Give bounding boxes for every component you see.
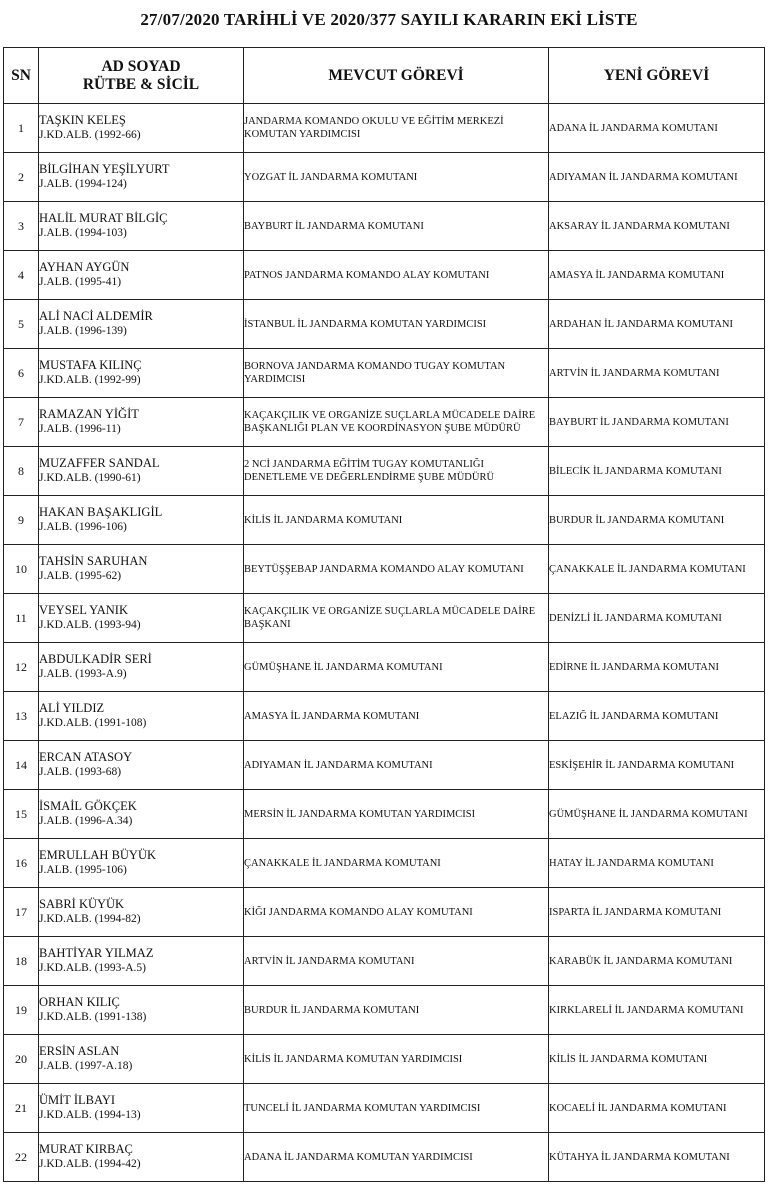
cell-current-duty: BURDUR İL JANDARMA KOMUTANI bbox=[244, 986, 549, 1035]
cell-new-duty: ADANA İL JANDARMA KOMUTANI bbox=[549, 104, 765, 153]
cell-current-duty: BEYTÜŞŞEBAP JANDARMA KOMANDO ALAY KOMUTANI bbox=[244, 545, 549, 594]
rank-registry: J.KD.ALB. (1994-82) bbox=[39, 913, 141, 925]
rank-registry: J.ALB. (1996-139) bbox=[39, 325, 127, 337]
cell-sn: 19 bbox=[4, 986, 39, 1035]
cell-name-rank bbox=[39, 839, 244, 888]
table-row bbox=[4, 741, 765, 790]
person-name: BİLGİHAN YEŞİLYURT bbox=[39, 162, 170, 176]
table-row bbox=[4, 398, 765, 447]
table-row bbox=[4, 545, 765, 594]
cell-name-rank bbox=[39, 104, 244, 153]
cell-name-rank bbox=[39, 398, 244, 447]
cell-name-rank bbox=[39, 447, 244, 496]
person-name: EMRULLAH BÜYÜK bbox=[39, 848, 157, 862]
person-name: TAHSİN SARUHAN bbox=[39, 554, 148, 568]
cell-name-rank bbox=[39, 496, 244, 545]
person-name: İSMAİL GÖKÇEK bbox=[39, 799, 137, 813]
rank-registry: J.ALB. (1993-68) bbox=[39, 766, 122, 778]
cell-new-duty: ÇANAKKALE İL JANDARMA KOMUTANI bbox=[549, 545, 765, 594]
cell-sn: 11 bbox=[4, 594, 39, 643]
cell-sn: 12 bbox=[4, 643, 39, 692]
table-row bbox=[4, 349, 765, 398]
cell-current-duty: JANDARMA KOMANDO OKULU VE EĞİTİM MERKEZİ KOMUTAN YARDIMCISI bbox=[244, 104, 549, 153]
cell-current-duty: KAÇAKÇILIK VE ORGANİZE SUÇLARLA MÜCADELE DAİRE BAŞKANLIĞI PLAN VE KOORDİNASYON ŞUBE MÜDÜRÜ bbox=[244, 398, 549, 447]
cell-sn: 14 bbox=[4, 741, 39, 790]
header-name bbox=[39, 48, 244, 104]
table-row bbox=[4, 104, 765, 153]
cell-new-duty: DENİZLİ İL JANDARMA KOMUTANI bbox=[549, 594, 765, 643]
table-row bbox=[4, 594, 765, 643]
cell-current-duty: KAÇAKÇILIK VE ORGANİZE SUÇLARLA MÜCADELE DAİRE BAŞKANI bbox=[244, 594, 549, 643]
rank-registry: J.KD.ALB. (1991-138) bbox=[39, 1011, 147, 1023]
cell-current-duty: 2 NCİ JANDARMA EĞİTİM TUGAY KOMUTANLIĞI DENETLEME VE DEĞERLENDİRME ŞUBE MÜDÜRÜ bbox=[244, 447, 549, 496]
rank-registry: J.KD.ALB. (1992-66) bbox=[39, 129, 141, 141]
person-name: MURAT KIRBAÇ bbox=[39, 1142, 133, 1156]
table-body bbox=[4, 104, 765, 1182]
cell-sn: 8 bbox=[4, 447, 39, 496]
cell-name-rank bbox=[39, 202, 244, 251]
cell-sn: 4 bbox=[4, 251, 39, 300]
table-row bbox=[4, 496, 765, 545]
rank-registry: J.KD.ALB. (1990-61) bbox=[39, 472, 141, 484]
cell-current-duty: KİLİS İL JANDARMA KOMUTANI bbox=[244, 496, 549, 545]
cell-sn: 13 bbox=[4, 692, 39, 741]
rank-registry: J.ALB. (1996-A.34) bbox=[39, 815, 133, 827]
cell-new-duty: KİLİS İL JANDARMA KOMUTANI bbox=[549, 1035, 765, 1084]
cell-new-duty: KÜTAHYA İL JANDARMA KOMUTANI bbox=[549, 1133, 765, 1182]
document-title: 27/07/2020 TARİHLİ VE 2020/377 SAYILI KARARIN EKİ LİSTE bbox=[140, 10, 638, 29]
rank-registry: J.ALB. (1995-106) bbox=[39, 864, 127, 876]
rank-registry: J.ALB. (1996-106) bbox=[39, 521, 127, 533]
cell-current-duty: KİĞI JANDARMA KOMANDO ALAY KOMUTANI bbox=[244, 888, 549, 937]
cell-sn: 10 bbox=[4, 545, 39, 594]
table-row bbox=[4, 790, 765, 839]
table-row bbox=[4, 1133, 765, 1182]
person-name: MUZAFFER SANDAL bbox=[39, 456, 160, 470]
cell-current-duty: MERSİN İL JANDARMA KOMUTAN YARDIMCISI bbox=[244, 790, 549, 839]
cell-current-duty: PATNOS JANDARMA KOMANDO ALAY KOMUTANI bbox=[244, 251, 549, 300]
header-sn: SN bbox=[4, 48, 39, 104]
rank-registry: J.ALB. (1996-11) bbox=[39, 423, 121, 435]
person-name: VEYSEL YANIK bbox=[39, 603, 128, 617]
cell-name-rank bbox=[39, 153, 244, 202]
person-name: AYHAN AYGÜN bbox=[39, 260, 130, 274]
cell-sn: 20 bbox=[4, 1035, 39, 1084]
cell-current-duty: BORNOVA JANDARMA KOMANDO TUGAY KOMUTAN YARDIMCISI bbox=[244, 349, 549, 398]
table-row bbox=[4, 300, 765, 349]
rank-registry: J.ALB. (1995-41) bbox=[39, 276, 122, 288]
table-row bbox=[4, 692, 765, 741]
cell-current-duty: ADIYAMAN İL JANDARMA KOMUTANI bbox=[244, 741, 549, 790]
rank-registry: J.ALB. (1994-103) bbox=[39, 227, 127, 239]
rank-registry: J.ALB. (1994-124) bbox=[39, 178, 127, 190]
cell-sn: 17 bbox=[4, 888, 39, 937]
cell-name-rank bbox=[39, 300, 244, 349]
table-row bbox=[4, 153, 765, 202]
cell-name-rank bbox=[39, 545, 244, 594]
cell-sn: 1 bbox=[4, 104, 39, 153]
rank-registry: J.KD.ALB. (1994-42) bbox=[39, 1158, 141, 1170]
cell-new-duty: HATAY İL JANDARMA KOMUTANI bbox=[549, 839, 765, 888]
table-row bbox=[4, 202, 765, 251]
person-name: ABDULKADİR SERİ bbox=[39, 652, 152, 666]
table-row bbox=[4, 1035, 765, 1084]
cell-sn: 18 bbox=[4, 937, 39, 986]
person-name: ALİ YILDIZ bbox=[39, 701, 105, 715]
assignment-table bbox=[3, 47, 765, 1182]
cell-current-duty: ARTVİN İL JANDARMA KOMUTANI bbox=[244, 937, 549, 986]
cell-name-rank bbox=[39, 937, 244, 986]
person-name: SABRİ KÜYÜK bbox=[39, 897, 125, 911]
table-row bbox=[4, 251, 765, 300]
person-name: ÜMİT İLBAYI bbox=[39, 1093, 116, 1107]
cell-name-rank bbox=[39, 1035, 244, 1084]
cell-new-duty: ARTVİN İL JANDARMA KOMUTANI bbox=[549, 349, 765, 398]
person-name: MUSTAFA KILINÇ bbox=[39, 358, 142, 372]
cell-sn: 7 bbox=[4, 398, 39, 447]
cell-new-duty: KOCAELİ İL JANDARMA KOMUTANI bbox=[549, 1084, 765, 1133]
table-row bbox=[4, 888, 765, 937]
cell-sn: 21 bbox=[4, 1084, 39, 1133]
rank-registry: J.KD.ALB. (1994-13) bbox=[39, 1109, 141, 1121]
rank-registry: J.KD.ALB. (1993-94) bbox=[39, 619, 141, 631]
cell-current-duty: KİLİS İL JANDARMA KOMUTAN YARDIMCISI bbox=[244, 1035, 549, 1084]
rank-registry: J.KD.ALB. (1993-A.5) bbox=[39, 962, 147, 974]
cell-current-duty: BAYBURT İL JANDARMA KOMUTANI bbox=[244, 202, 549, 251]
person-name: TAŞKIN KELEŞ bbox=[39, 113, 126, 127]
cell-new-duty: ARDAHAN İL JANDARMA KOMUTANI bbox=[549, 300, 765, 349]
table-row bbox=[4, 839, 765, 888]
person-name: ORHAN KILIÇ bbox=[39, 995, 120, 1009]
cell-new-duty: AKSARAY İL JANDARMA KOMUTANI bbox=[549, 202, 765, 251]
cell-new-duty: ADIYAMAN İL JANDARMA KOMUTANI bbox=[549, 153, 765, 202]
rank-registry: J.KD.ALB. (1991-108) bbox=[39, 717, 147, 729]
cell-new-duty: KIRKLARELİ İL JANDARMA KOMUTANI bbox=[549, 986, 765, 1035]
person-name: ALİ NACİ ALDEMİR bbox=[39, 309, 153, 323]
cell-current-duty: AMASYA İL JANDARMA KOMUTANI bbox=[244, 692, 549, 741]
cell-new-duty: ESKİŞEHİR İL JANDARMA KOMUTANI bbox=[549, 741, 765, 790]
cell-name-rank bbox=[39, 692, 244, 741]
cell-sn: 2 bbox=[4, 153, 39, 202]
cell-sn: 22 bbox=[4, 1133, 39, 1182]
cell-name-rank bbox=[39, 594, 244, 643]
cell-sn: 16 bbox=[4, 839, 39, 888]
table-row bbox=[4, 447, 765, 496]
table-header-row bbox=[4, 48, 765, 104]
table-row bbox=[4, 937, 765, 986]
rank-registry: J.ALB. (1995-62) bbox=[39, 570, 122, 582]
cell-sn: 3 bbox=[4, 202, 39, 251]
cell-name-rank bbox=[39, 251, 244, 300]
cell-name-rank bbox=[39, 1133, 244, 1182]
person-name: RAMAZAN YİĞİT bbox=[39, 407, 139, 421]
person-name: BAHTİYAR YILMAZ bbox=[39, 946, 154, 960]
person-name: HAKAN BAŞAKLIGİL bbox=[39, 505, 163, 519]
cell-new-duty: BİLECİK İL JANDARMA KOMUTANI bbox=[549, 447, 765, 496]
cell-sn: 9 bbox=[4, 496, 39, 545]
cell-name-rank bbox=[39, 643, 244, 692]
cell-current-duty: ADANA İL JANDARMA KOMUTAN YARDIMCISI bbox=[244, 1133, 549, 1182]
cell-sn: 6 bbox=[4, 349, 39, 398]
header-current-duty: MEVCUT GÖREVİ bbox=[244, 48, 549, 104]
cell-current-duty: YOZGAT İL JANDARMA KOMUTANI bbox=[244, 153, 549, 202]
cell-name-rank bbox=[39, 741, 244, 790]
cell-new-duty: ISPARTA İL JANDARMA KOMUTANI bbox=[549, 888, 765, 937]
header-name-line1: AD SOYAD bbox=[101, 57, 181, 75]
cell-current-duty: ÇANAKKALE İL JANDARMA KOMUTANI bbox=[244, 839, 549, 888]
cell-new-duty: BURDUR İL JANDARMA KOMUTANI bbox=[549, 496, 765, 545]
cell-new-duty: ELAZIĞ İL JANDARMA KOMUTANI bbox=[549, 692, 765, 741]
rank-registry: J.ALB. (1993-A.9) bbox=[39, 668, 127, 680]
cell-name-rank bbox=[39, 790, 244, 839]
cell-new-duty: BAYBURT İL JANDARMA KOMUTANI bbox=[549, 398, 765, 447]
cell-new-duty: GÜMÜŞHANE İL JANDARMA KOMUTANI bbox=[549, 790, 765, 839]
cell-current-duty: İSTANBUL İL JANDARMA KOMUTAN YARDIMCISI bbox=[244, 300, 549, 349]
cell-name-rank bbox=[39, 888, 244, 937]
table-row bbox=[4, 986, 765, 1035]
rank-registry: J.ALB. (1997-A.18) bbox=[39, 1060, 133, 1072]
cell-sn: 15 bbox=[4, 790, 39, 839]
person-name: HALİL MURAT BİLGİÇ bbox=[39, 211, 168, 225]
cell-name-rank bbox=[39, 1084, 244, 1133]
table-row bbox=[4, 643, 765, 692]
cell-new-duty: KARABÜK İL JANDARMA KOMUTANI bbox=[549, 937, 765, 986]
person-name: ERCAN ATASOY bbox=[39, 750, 133, 764]
person-name: ERSİN ASLAN bbox=[39, 1044, 120, 1058]
header-name-line2: RÜTBE & SİCİL bbox=[82, 75, 200, 93]
cell-name-rank bbox=[39, 349, 244, 398]
cell-current-duty: GÜMÜŞHANE İL JANDARMA KOMUTANI bbox=[244, 643, 549, 692]
cell-new-duty: EDİRNE İL JANDARMA KOMUTANI bbox=[549, 643, 765, 692]
cell-sn: 5 bbox=[4, 300, 39, 349]
header-new-duty: YENİ GÖREVİ bbox=[549, 48, 765, 104]
cell-name-rank bbox=[39, 986, 244, 1035]
cell-current-duty: TUNCELİ İL JANDARMA KOMUTAN YARDIMCISI bbox=[244, 1084, 549, 1133]
cell-new-duty: AMASYA İL JANDARMA KOMUTANI bbox=[549, 251, 765, 300]
table-row bbox=[4, 1084, 765, 1133]
rank-registry: J.KD.ALB. (1992-99) bbox=[39, 374, 141, 386]
